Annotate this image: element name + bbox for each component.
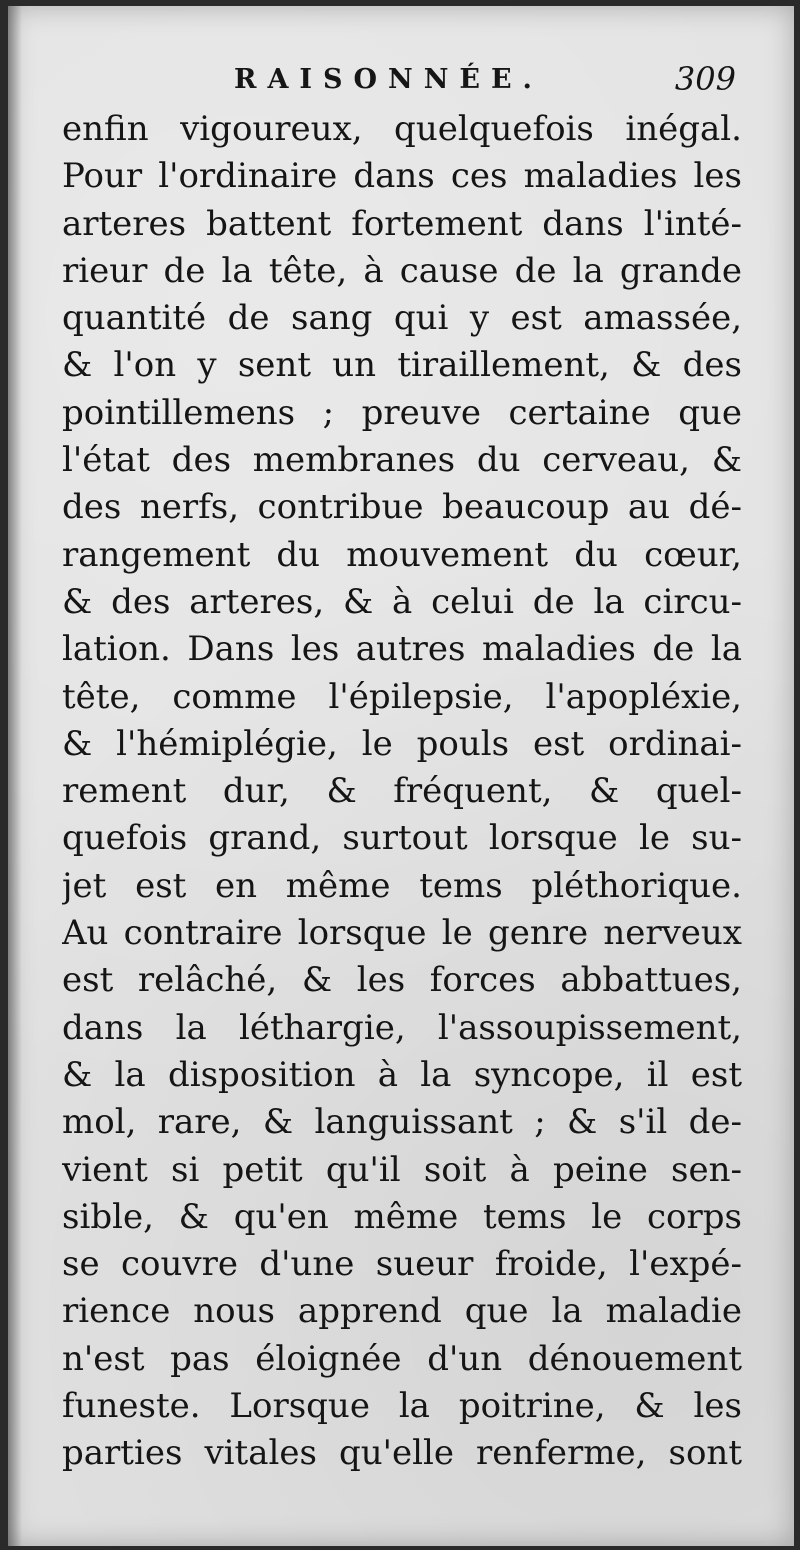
page-number: 309 <box>674 60 736 98</box>
text-line: dans la léthargie, l'assoupissement, <box>62 1007 742 1048</box>
book-page <box>8 6 794 1546</box>
text-line: & l'hémiplégie, le pouls est ordinai- <box>62 723 742 764</box>
text-line: quantité de sang qui y est amassée, <box>62 298 742 339</box>
text-line: jet est en même tems pléthorique. <box>62 865 742 906</box>
text-line: sible, & qu'en même tems le corps <box>62 1196 742 1237</box>
text-line: Au contraire lorsque le genre nerveux <box>62 913 742 954</box>
text-line: rieur de la tête, à cause de la grande <box>62 250 742 291</box>
text-line: rience nous apprend que la maladie <box>62 1291 742 1332</box>
text-line: & des arteres, & à celui de la circu- <box>62 581 742 622</box>
text-line: lation. Dans les autres maladies de la <box>62 629 742 670</box>
text-line: rement dur, & fréquent, & quel- <box>62 771 742 812</box>
text-line: n'est pas éloignée d'un dénouement <box>62 1338 742 1379</box>
text-line: & l'on y sent un tiraillement, & des <box>62 345 742 386</box>
gutter-shadow <box>8 6 22 1546</box>
text-line: arteres battent fortement dans l'inté- <box>62 203 742 244</box>
text-line: l'état des membranes du cerveau, & <box>62 440 742 481</box>
text-line: parties vitales qu'elle renferme, sont <box>62 1433 742 1474</box>
text-line: est relâché, & les forces abbattues, <box>62 960 742 1001</box>
text-line: funeste. Lorsque la poitrine, & les <box>62 1386 742 1427</box>
text-line: quefois grand, surtout lorsque le su- <box>62 818 742 859</box>
text-line: des nerfs, contribue beaucoup au dé- <box>62 487 742 528</box>
text-line: pointillemens ; preuve certaine que <box>62 392 742 433</box>
text-line: Pour l'ordinaire dans ces maladies les <box>62 156 742 197</box>
text-line: se couvre d'une sueur froide, l'expé- <box>62 1244 742 1285</box>
text-line: rangement du mouvement du cœur, <box>62 534 742 575</box>
text-line: tête, comme l'épilepsie, l'apopléxie, <box>62 676 742 717</box>
page-header <box>8 58 794 106</box>
text-line: mol, rare, & languissant ; & s'il de- <box>62 1102 742 1143</box>
text-line: enfin vigoureux, quelquefois inégal. <box>62 109 742 149</box>
body-text <box>62 106 742 1478</box>
text-line: & la disposition à la syncope, il est <box>62 1054 742 1095</box>
running-head: RAISONNÉE. <box>234 64 543 95</box>
text-line: vient si petit qu'il soit à peine sen- <box>62 1149 742 1190</box>
